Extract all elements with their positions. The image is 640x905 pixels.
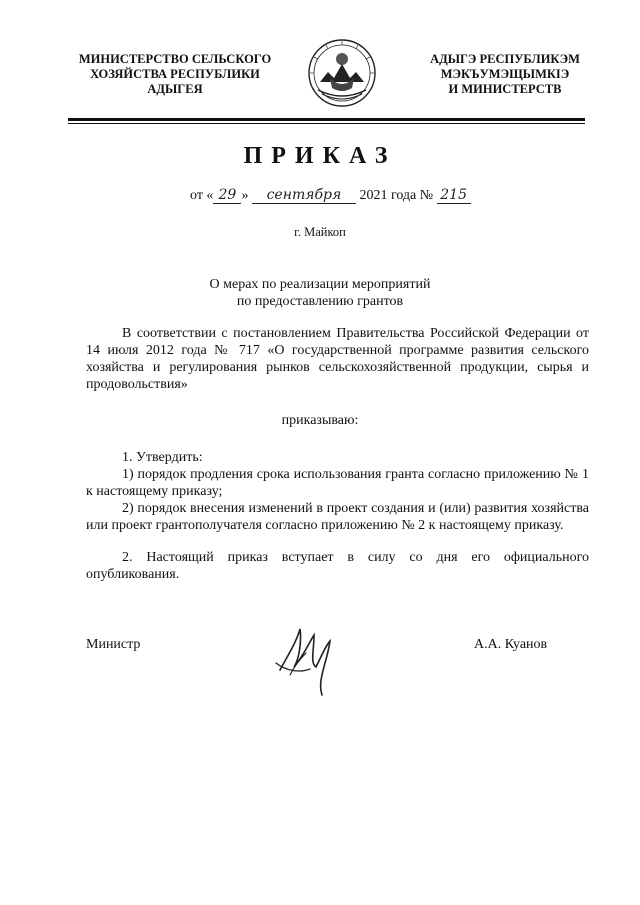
header-divider [68,118,585,121]
header-divider-thin [68,123,585,124]
date-year-text: 2021 года № [359,188,434,203]
ministry-name-ru-line: МИНИСТЕРСТВО СЕЛЬСКОГО [78,52,272,66]
order-subject-line: по предоставлению грантов [236,294,404,309]
order-directive: приказываю: [281,413,359,428]
signatory-name: А.А. Куанов [474,637,548,652]
order-subject-line: О мерах по реализации мероприятий [209,277,431,292]
ministry-name-adyghe-line: АДЫГЭ РЕСПУБЛИКЭМ [430,52,580,66]
date-day: 29 [213,187,241,204]
date-prefix: от « [190,188,214,203]
ministry-name-ru-line: ХОЗЯЙСТВА РЕСПУБЛИКИ [90,67,260,81]
ministry-name-adyghe-line: МЭКЪУМЭЩЫМКIЭ [440,67,570,81]
ministry-name-adyghe [405,52,605,97]
order-number: 215 [437,187,471,204]
legal-basis-paragraph: В соответствии с постановлением Правительства Российской Федерации от 14 июля 2012 года № 717 «О государственной программе развития сельского хозяйства и регулирования рынков сельскохозяйственной продукции, сырья и продовольствия» [86,326,589,392]
order-item-2: 2. Настоящий приказ вступает в силу со дня его официального опубликования. [86,550,589,582]
order-subitem-1: 1) порядок продления срока использования гранта согласно приложению № 1 к настоящему приказу; [86,467,589,499]
coat-of-arms-icon [306,38,378,108]
ministry-name-adyghe-line: И МИНИСТЕРСТВ [448,82,562,96]
order-item-1: 1. Утвердить: [122,450,203,465]
order-subitem-2: 2) порядок внесения изменений в проект создания и (или) развития хозяйства или проект грантополучателя согласно приложению № 2 к настоящему приказу. [86,501,589,533]
date-number-line [190,187,471,204]
city-label: г. Майкоп [294,225,346,239]
document-title: ПРИКАЗ [243,143,397,169]
ministry-name-ru-line: АДЫГЕЯ [147,82,203,96]
date-quote-close: » [241,188,249,203]
signatory-role: Министр [86,637,141,652]
ministry-name-ru [70,52,280,97]
date-month: сентября [252,187,356,204]
order-subject [0,276,640,310]
handwritten-signature-icon [270,615,355,700]
